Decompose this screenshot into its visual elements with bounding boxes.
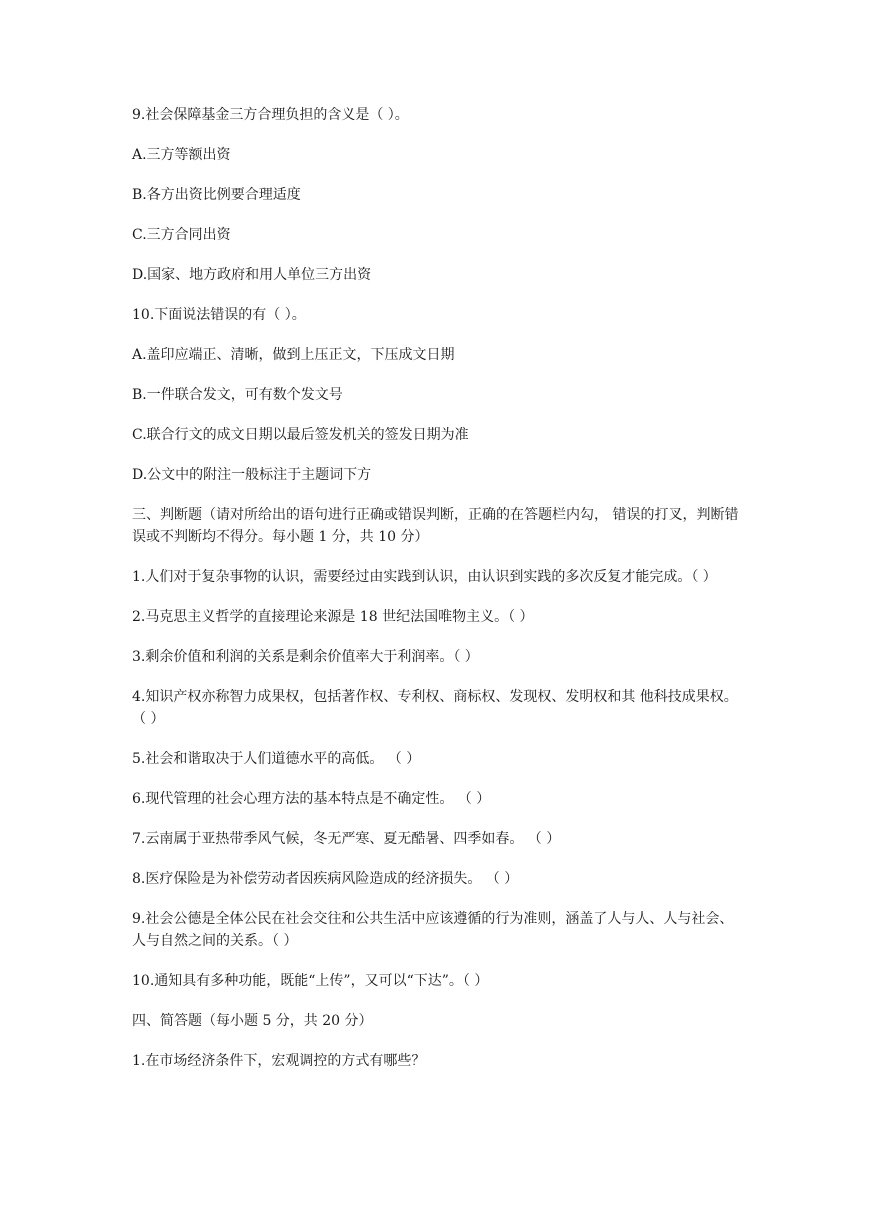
section-4-heading: 四、简答题（每小题 5 分，共 20 分） [132, 1013, 373, 1029]
judgment-8: 8.医疗保险是为补偿劳动者因疾病风险造成的经济损失。 （ ） [132, 871, 519, 887]
section-3-heading: 三、判断题（请对所给出的语句进行正确或错误判断，正确的在答题栏内勾， 错误的打叉，判断错误或不判断均不得分。每小题 1 分，共 10 分） [132, 507, 739, 545]
option-a: A.三方等额出资 [132, 147, 231, 163]
judgment-9: 9.社会公德是全体公民在社会交往和公共生活中应该遵循的行为准则，涵盖了人与人、人与社会、人与自然之间的关系。（ ） [132, 911, 734, 949]
judgment-5: 5.社会和谐取决于人们道德水平的高低。 （ ） [132, 751, 421, 767]
option-c: C.联合行文的成文日期以最后签发机关的签发日期为准 [132, 427, 469, 443]
judgment-1: 1.人们对于复杂事物的认识，需要经过由实践到认识，由认识到实践的多次反复才能完成。（ ） [132, 569, 717, 585]
option-a: A.盖印应端正、清晰，做到上压正文，下压成文日期 [132, 347, 455, 363]
option-b: B.一件联合发文，可有数个发文号 [132, 387, 343, 403]
judgment-10: 10.通知具有多种功能，既能“上传”，又可以“下达”。（ ） [132, 973, 489, 989]
question-10: 10.下面说法错误的有（ ）。 [132, 307, 306, 323]
option-b: B.各方出资比例要合理适度 [132, 187, 301, 203]
document-page [132, 104, 742, 1090]
judgment-4: 4.知识产权亦称智力成果权，包括著作权、专利权、商标权、发现权、发明权和其 他科技成果权。 （ ） [132, 689, 738, 727]
question-9: 9.社会保障基金三方合理负担的含义是（ ）。 [132, 107, 409, 123]
option-c: C.三方合同出资 [132, 227, 231, 243]
option-d: D.公文中的附注一般标注于主题词下方 [132, 467, 372, 483]
judgment-6: 6.现代管理的社会心理方法的基本特点是不确定性。 （ ） [132, 791, 491, 807]
short-answer-1: 1.在市场经济条件下，宏观调控的方式有哪些？ [132, 1053, 426, 1069]
option-d: D.国家、地方政府和用人单位三方出资 [132, 267, 372, 283]
judgment-2: 2.马克思主义哲学的直接理论来源是 18 世纪法国唯物主义。（ ） [132, 609, 534, 625]
judgment-3: 3.剩余价值和利润的关系是剩余价值率大于利润率。（ ） [132, 649, 479, 665]
judgment-7: 7.云南属于亚热带季风气候，冬无严寒、夏无酷暑、四季如春。 （ ） [132, 831, 561, 847]
